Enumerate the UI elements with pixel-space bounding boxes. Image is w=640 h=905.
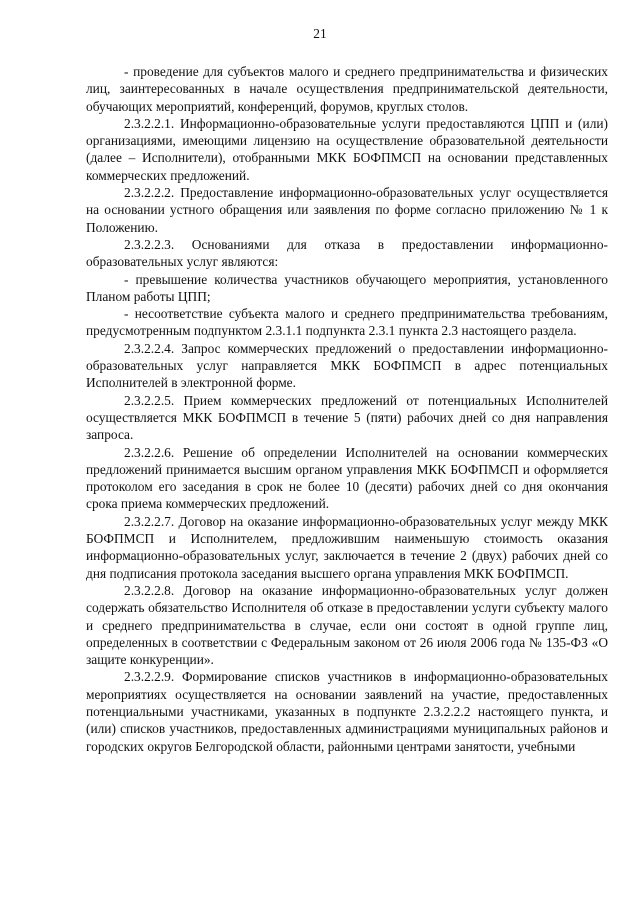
paragraph-refusal-reason-1: - превышение количества участников обучающего мероприятия, установленного Планом работы ЦПП;: [86, 271, 608, 304]
paragraph-2-3-2-2-3: 2.3.2.2.3. Основаниями для отказа в предоставлении информационно-образовательных услуг являются:: [86, 236, 608, 270]
paragraph-intro-dash: - проведение для субъектов малого и среднего предпринимательства и физических лиц, заинтересованных в начале осуществления предпринимательской деятельности, обучающих мероприятий, конференций, форумов, круглых столов.: [86, 64, 608, 114]
paragraph-2-3-2-2-4: 2.3.2.2.4. Запрос коммерческих предложений о предоставлении информационно-образовательных услуг направляется МКК БОФПМСП в адрес потенциальных Исполнителей в электронной форме.: [86, 340, 608, 391]
paragraph-2-3-2-2-8: 2.3.2.2.8. Договор на оказание информационно-образовательных услуг должен содержать обязательство Исполнителя об отказе в предоставлении услуги субъекту малого и среднего предпринимательства в случае, если они состоят в одной группе лиц, определенных в соответствии с Федеральным законом от 26 июля 2006 года № 135-ФЗ «О защите конкуренции».: [86, 582, 608, 668]
document-body: [86, 63, 608, 755]
paragraph-2-3-2-2-2: 2.3.2.2.2. Предоставление информационно-образовательных услуг осуществляется на основании устного обращения или заявления по форме согласно приложению № 1 к Положению.: [86, 185, 608, 235]
paragraph-2-3-2-2-5: 2.3.2.2.5. Прием коммерческих предложений от потенциальных Исполнителей осуществляется МКК БОФПМСП в течение 5 (пяти) рабочих дней со дня направления запроса.: [86, 392, 608, 443]
paragraph-2-3-2-2-9: 2.3.2.2.9. Формирование списков участников в информационно-образовательных мероприятиях осуществляется на основании заявлений на участие, предоставленных потенциальными участниками, указанных в подпункте 2.3.2.2.2 настоящего пункта, и (или) списков участников, предоставленных администрациями муниципальных районов и городских округов Белгородской области, районными центрами занятости, учебными: [86, 669, 608, 754]
paragraph-2-3-2-2-6: 2.3.2.2.6. Решение об определении Исполнителей на основании коммерческих предложений принимается высшим органом управления МКК БОФПМСП и оформляется протоколом его заседания в срок не более 10 (десяти) рабочих дней со дня окончания срока приема коммерческих предложений.: [86, 444, 608, 512]
paragraph-2-3-2-2-1: 2.3.2.2.1. Информационно-образовательные услуги предоставляются ЦПП и (или) организациями, имеющими лицензию на осуществление образовательной деятельности (далее – Исполнители), отобранными МКК БОФПМСП на основании представленных коммерческих предложений.: [86, 115, 608, 183]
paragraph-2-3-2-2-7: 2.3.2.2.7. Договор на оказание информационно-образовательных услуг между МКК БОФПМСП и Исполнителем, предложившим наименьшую стоимость оказания информационно-образовательных услуг, заключается в течение 2 (двух) рабочих дней со дня подписания протокола заседания высшего органа управления МКК БОФПМСП.: [86, 513, 608, 581]
paragraph-refusal-reason-2: - несоответствие субъекта малого и среднего предпринимательства требованиям, предусмотренным подпунктом 2.3.1.1 подпункта 2.3.1 пункта 2.3 настоящего раздела.: [86, 306, 608, 339]
page-number: 21: [313, 26, 327, 41]
